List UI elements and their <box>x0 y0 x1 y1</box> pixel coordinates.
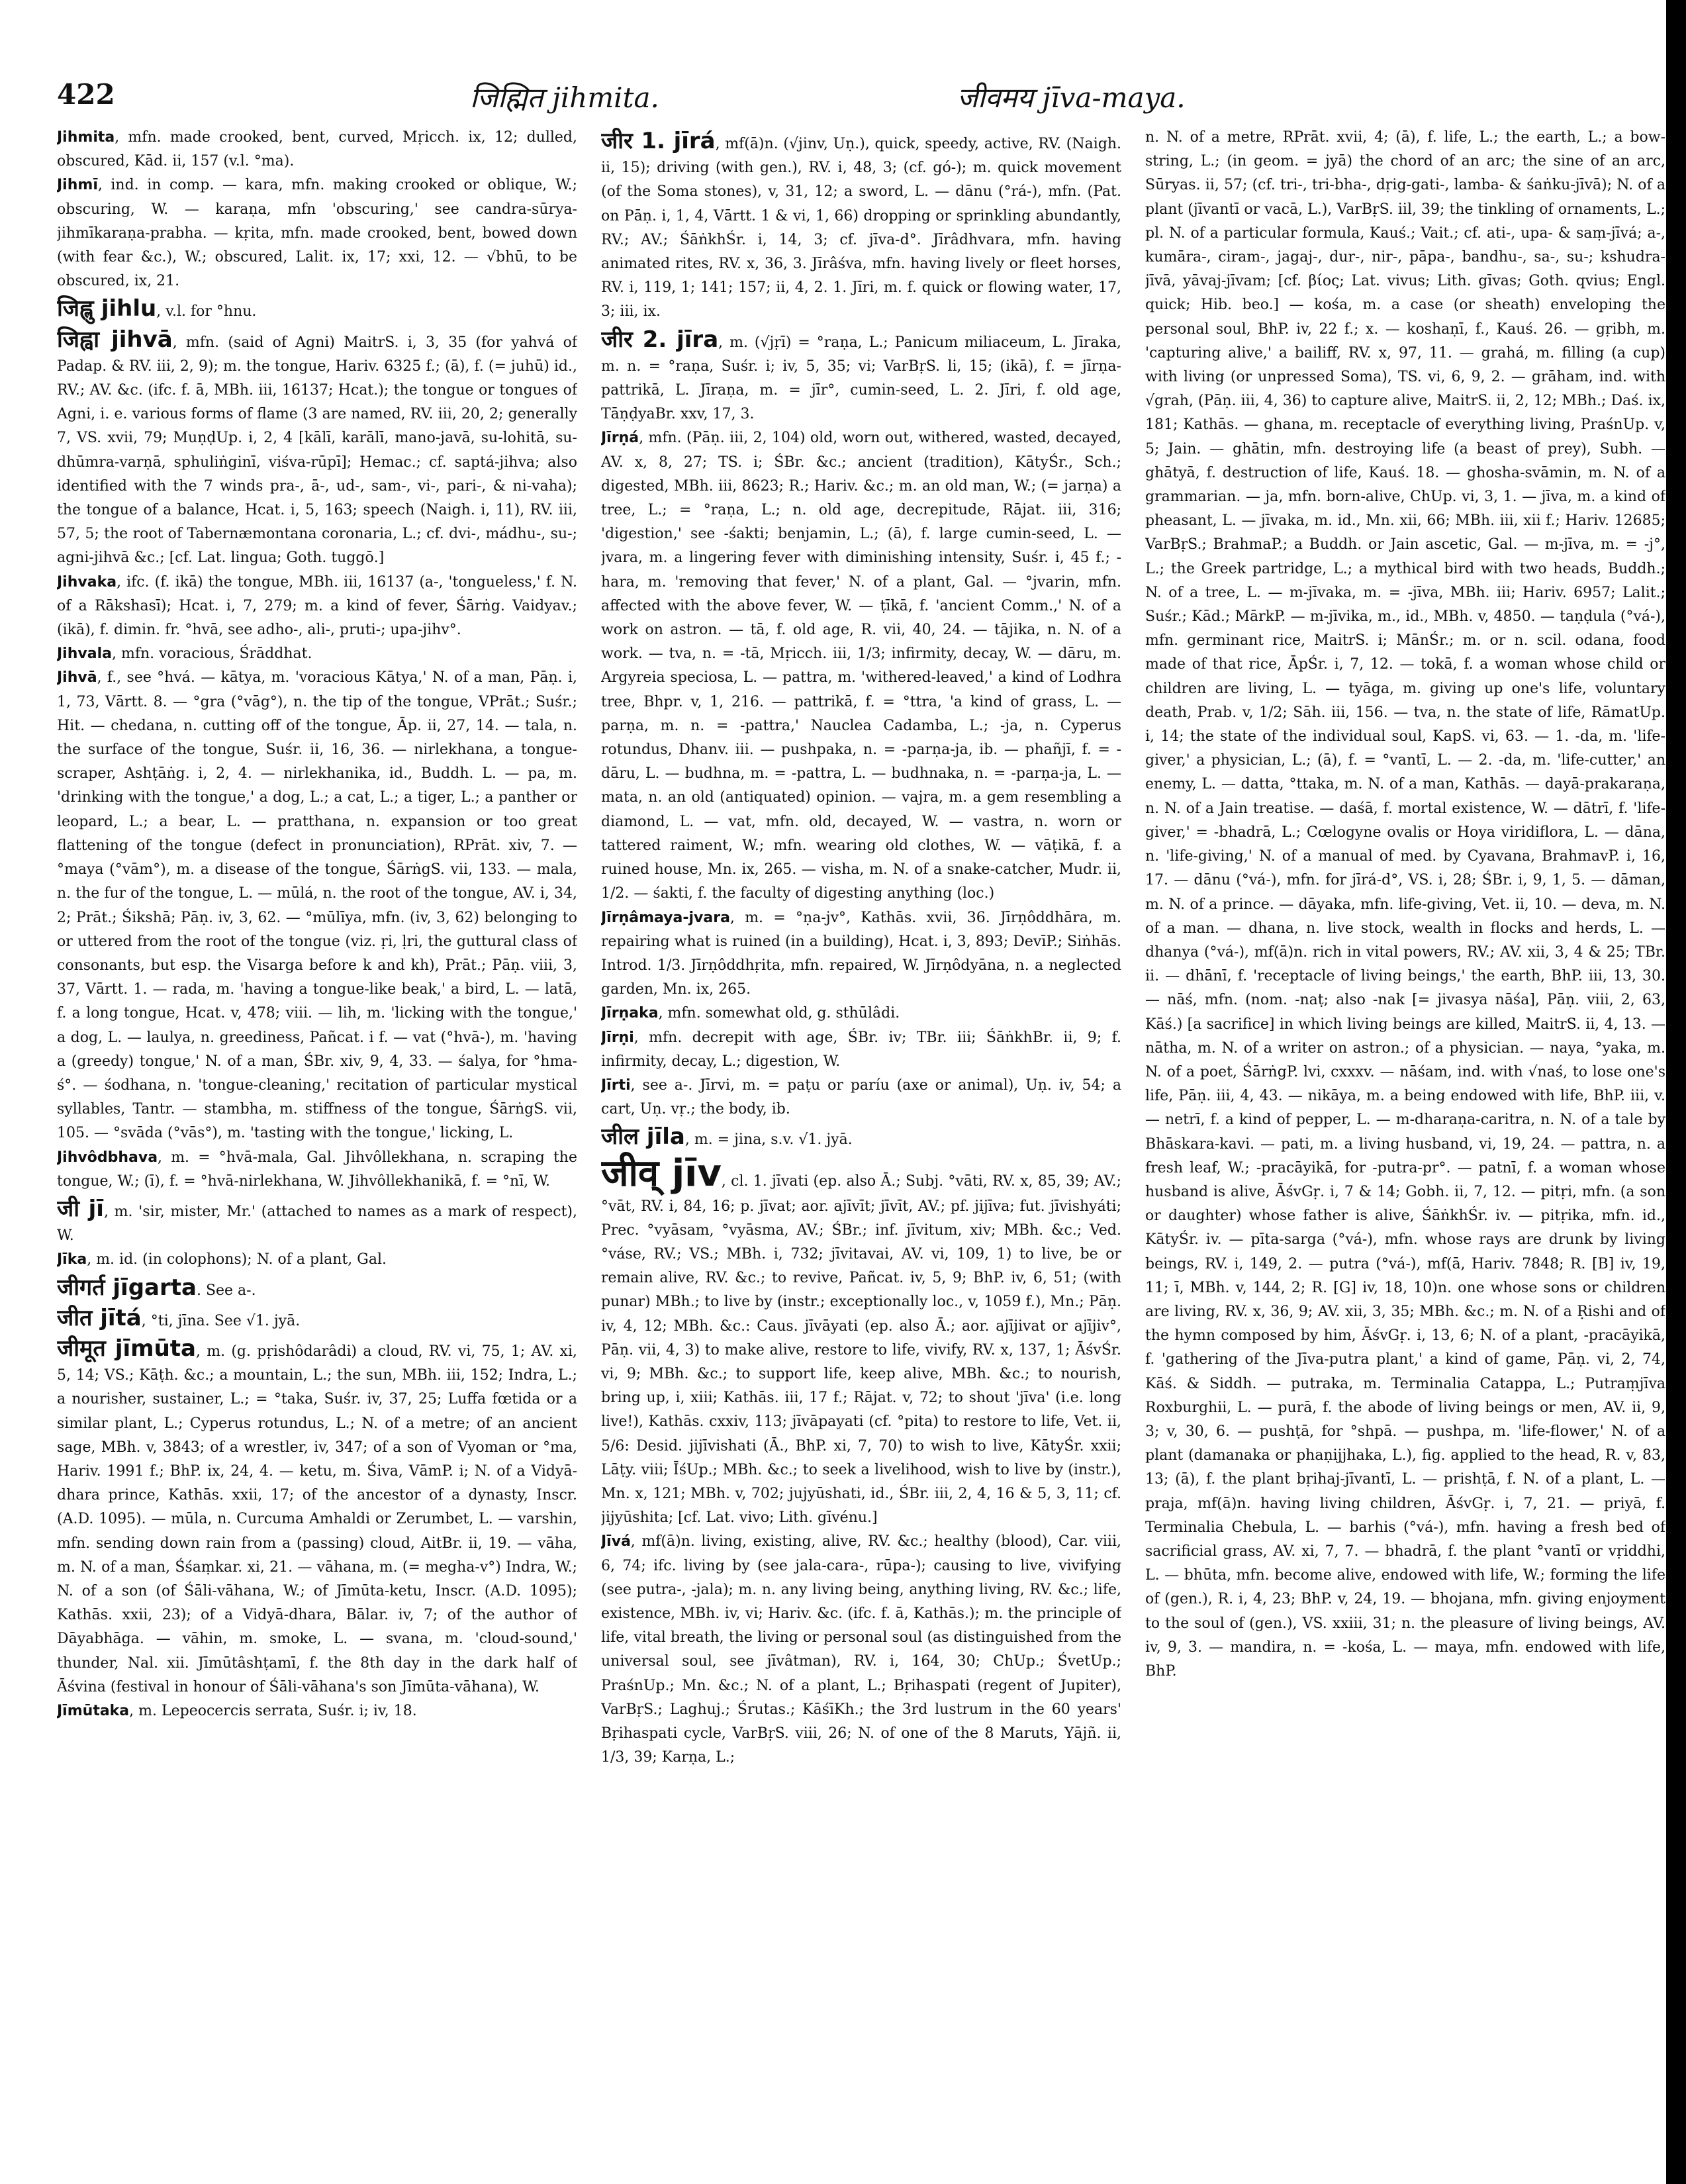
dictionary-entry <box>601 126 1121 324</box>
dictionary-entry <box>601 324 1121 427</box>
entry-headword: Jihvala <box>57 645 112 663</box>
dictionary-entry <box>57 1194 577 1248</box>
entry-text: , m. id. (in colophons); N. of a plant, Gal. <box>87 1251 387 1268</box>
entry-text: n. N. of a metre, RPrāt. xvii, 4; (ā), f. life, L.; the earth, L.; a bow-string, L.; (in geom. = jyā) the chord of an arc; the sine of an arc, Sūryas. ii, 57; (cf. tri-, tri-bha-, dṛig-gati-, lamba- & śaṅku-jīvā); N. of a plant (jīvantī or vacā, L.), VarBṛS. iil, 39; the tinkling of ornaments, L.; pl. N. of a particular formula, Kauś.; Vait.; cf. ati-, upa- & saṃ-jīvá; a-, kumāra-, ciram-, jagaj-, dur-, nir-, pāpa-, bandhu-, sa-, su-; kshudra-jīvā, yāvaj-jīvam; [cf. βίος; Lat. vivus; Lith. gīvas; Goth. qvius; Engl. quick; Hib. beo.] — kośa, m. a case (or sheath) enveloping the personal soul, BhP. iv, 22 f.; x. — koshaṇī, f., Kauś. 26. — gṛibh, m. 'capturing alive,' a bailiff, RV. x, 97, 11. — grahá, m. filling (a cup) with living (or unpressed Soma), TS. vi, 6, 9, 2. — grāham, ind. with √grah, (Pāṇ. iii, 4, 36) to capture alive, MaitrS. ii, 2, 12; MBh.; Daś. ix, 181; Kathās. — ghana, m. receptacle of everything living, PraśnUp. v, 5; Jain. — ghātin, mfn. destroying life (a beast of prey), Subh. — ghātyā, f. destruction of life, Kauś. 18. — ghosha-svāmin, m. N. of a grammarian. — ja, mfn. born-alive, ChUp. vi, 3, 1. — jīva, m. a kind of pheasant, L. — jīvaka, m. id., Mn. xii, 66; MBh. iii, xii f.; Hariv. 12685; VarBṛS.; BrahmaP.; a Buddh. or Jain ascetic, Gal. — m-jīva, m. = -j°, L.; the Greek partridge, L.; a mythical bird with two heads, Buddh.; N. of a tree, L. — m-jīvaka, m. = -jīva, MBh. iii; Hariv. 6957; Lalit.; Suśr.; Kād.; MārkP. — m-jīvika, m., id., MBh. v, 4850. — taṇḍula (°vá-), mfn. germinant rice, MaitrS. i; MānŚr.; m. or n. scil. odana, food made of that rice, ĀpŚr. i, 7, 12. — tokā, f. a woman whose child or children are living, L. — tyāga, m. giving up one's life, voluntary death, Prab. v, 1/2; Sāh. iii, 156. — tva, n. the state of life, RāmatUp. i, 14; the state of the individual soul, KapS. vi, 63. — 1. -da, m. 'life-giver,' a physician, L.; (ā), f. = °vantī, L. — 2. -da, m. 'life-cutter,' an enemy, L. — datta, °ttaka, m. N. of a man, Kathās. — dayā-prakaraṇa, n. N. of a Jain treatise. — daśā, f. mortal existence, W. — dātrī, f. 'life-giver,' = -bhadrā, L.; Cœlogyne ovalis or Hoya viridiflora, L. — dāna, n. 'life-giving,' N. of a manual of med. by Cyavana, BrahmavP. i, 16, 17. — dānu (°vá-), mfn. for jīrá-d°, VS. i, 28; ŚBr. i, 9, 1, 5. — dāman, m. N. of a prince. — dāyaka, mfn. life-giving, Vet. ii, 10. — deva, m. N. of a man. — dhana, n. live stock, wealth in flocks and herds, L. — dhanya (°vá-), mf(ā)n. rich in vital powers, RV.; AV. xii, 3, 4 & 25; TBr. ii. — dhānī, f. 'receptacle of living beings,' the earth, BhP. iii, 13, 30. — nāś, mfn. (nom. -naṭ; also -nak [= jivasya nāśa], Pāṇ. viii, 2, 63, Kāś.) [a sacrifice] in which living beings are killed, MaitrS. ii, 4, 13. — nātha, m. N. of a writer on astron.; of a physician. — naya, °yaka, m. N. of a poet, ŚārṅgP. lvi, cxxxv. — nāśam, ind. with √naś, to lose one's life, Pāṇ. iii, 4, 43. — nikāya, m. a being endowed with life, BhP. iii, v. — netrī, f. a kind of pepper, L. — m-dharaṇa-caritra, n. N. of a tale by Bhāskara-kavi. — pati, m. a living husband, vi, 19, 24. — pattra, n. a fresh leaf, W.; -pracāyikā, for -putra-pr°. — patnī, f. a woman whose husband is alive, ĀśvGṛ. i, 7 & 14; Gobh. ii, 7, 12. — pitṛi, mfn. (a son or daughter) whose father is alive, ŚāṅkhŚr. iv. — pitṛika, mfn. id., KātyŚr. iv. — pīta-sarga (°vá-), mfn. whose rays are drunk by living beings, RV. i, 149, 2. — putra (°vá-), mf(ā, Hariv. 7848; R. [B] iv, 19, 11; ī, MBh. v, 144, 2; R. [G] iv, 18, 10)n. one whose sons or children are living, RV. x, 36, 9; AV. xii, 3, 35; MBh. &c.; m. N. of a Ṛishi and of the hymn composed by him, ĀśvGṛ. i, 13, 6; N. of a plant, -pracāyikā, f. 'gathering of the Jīva-putra plant,' a kind of game, Pāṇ. vi, 2, 74, Kāś. & Siddh. — putraka, m. Terminalia Catappa, L.; Putraṃjīva Roxburghii, L. — purā, f. the abode of living beings or men, AV. ii, 9, 3; v, 30, 6. — pushṭā, for °shpā. — pushpa, m. 'life-flower,' N. of a plant (damanaka or phaṇijjhaka, L.), fig. applied to the head, R. v, 83, 13; (ā), f. the plant bṛihaj-jīvantī, L. — prishṭā, f. N. of a plant, L. — praja, mf(ā)n. having living children, ĀśvGṛ. i, 7, 21. — priyā, f. Terminalia Chebula, L. — barhis (°vá-), mfn. having a fresh bed of sacrificial grass, AV. xi, 7, 7. — bhadrā, f. the plant °vantī or vṛiddhi, L. — bhūta, mfn. become alive, endowed with life, W.; forming the life of (gen.), R. i, 4, 23; BhP. v, 24, 19. — bhojana, mfn. giving enjoyment to the soul of (gen.), VS. xxiii, 31; n. the pleasure of living beings, AV. iv, 9, 3. — mandira, n. = -kośa, L. — maya, mfn. endowed with life, BhP. <box>1145 129 1665 1680</box>
entry-text: , see a-. Jīrvi, m. = paṭu or paríu (axe or animal), Uṇ. iv, 54; a cart, Uṇ. vṛ.; the body, ib. <box>601 1076 1121 1118</box>
entry-headword: Jihvaka <box>57 573 117 591</box>
dictionary-entry <box>601 906 1121 1002</box>
entry-headword: Jīvá <box>601 1533 631 1550</box>
entry-text: , m. (g. pṛishôdarâdi) a cloud, RV. vi, 75, 1; AV. xi, 5, 14; VS.; Kāṭh. &c.; a mountain, L.; the sun, MBh. iii, 152; Indra, L.; a nourisher, sustainer, L.; = °taka, Suśr. iv, 37, 25; Luffa fœtida or a similar plant, L.; Cyperus rotundus, L.; N. of a metre; of an ancient sage, MBh. v, 3843; of a wrestler, iv, 347; of a son of Vyoman or °ma, Hariv. 1991 f.; BhP. ix, 24, 4. — ketu, m. Śiva, VāmP. i; N. of a Vidyā-dhara prince, Kathās. xxii, 17; of the ancestor of a dynasty, Inscr. (A.D. 1095). — mūla, n. Curcuma Amhaldi or Zerumbet, L. — varshin, mfn. sending down rain from a (passing) cloud, AitBr. ii, 19. — vāha, m. N. of a man, Śśaṃkar. xi, 21. — vāhana, m. (= megha-v°) Indra, W.; N. of a son (of Śāli-vāhana, W.; of Jīmūta-ketu, Inscr. (A.D. 1095); Kathās. xxii, 23); of a Vidyā-dhara, Bālar. iv, 7; of the author of Dāyabhāga. — vāhin, m. smoke, L. — svana, m. 'cloud-sound,' thunder, Nal. xii. Jīmūtâshṭamī, f. the 8th day in the dark half of Āśvina (festival in honour of Śāli-vāhana's son Jīmūta-vāhana), W. <box>57 1343 577 1695</box>
dictionary-entry <box>601 1026 1121 1074</box>
entry-text: . See a-. <box>196 1282 256 1299</box>
page-number: 422 <box>57 78 115 111</box>
entry-text: , m. = °ṇa-jv°, Kathās. xvii, 36. Jīrṇôddhāra, m. repairing what is ruined (in a building), Hcat. i, 3, 893; DevīP.; Siṅhās. Introd. 1/3. Jīrṇôddhṛita, mfn. repaired, W. Jīrṇôdyāna, n. a neglected garden, Mn. ix, 265. <box>601 909 1121 998</box>
entry-headword: Jīrti <box>601 1076 631 1094</box>
entry-headword: Jihmita <box>57 129 115 146</box>
running-head-right: जीवमय jīva-maya. <box>957 81 1186 114</box>
dictionary-entry <box>601 1002 1121 1025</box>
entry-text: , m. 'sir, mister, Mr.' (attached to names as a mark of respect), W. <box>57 1203 577 1245</box>
entry-text: , mfn. (said of Agni) MaitrS. i, 3, 35 (for yahvá of Padap. & RV. iii, 2, 9); m. the tongue, Hariv. 6325 f.; (ā), f. (= juhū) id., RV.; AV. &c. (ifc. f. ā, MBh. iii, 16137; Hcat.); the tongue or tongues of Agni, i. e. various forms of flame (3 are named, RV. iii, 20, 2; generally 7, VS. xvii, 79; MuṇḍUp. i, 2, 4 [kālī, karālī, mano-javā, su-lohitā, su-dhūmra-varṇā, sphuliṅginī, viśva-rūpī]; Hemac.; cf. saptá-jihva; also identified with the 7 winds pra-, ā-, ud-, sam-, vi-, pari-, & ni-vaha); the tongue of a balance, Hcat. i, 5, 163; speech (Naigh. i, 11), RV. iii, 57, 5; the root of Tabernæmontana coronaria, L.; cf. dvi-, mádhu-, su-; agni-jihvā &c.; [cf. Lat. lingua; Goth. tuggō.] <box>57 334 577 567</box>
entry-text: , mfn. made crooked, bent, curved, Mṛicch. ix, 12; dulled, obscured, Kād. ii, 157 (v.l. °ma). <box>57 129 577 170</box>
entry-text: , m. (√jṛī) = °raṇa, L.; Panicum miliaceum, L. Jīraka, m. n. = °raṇa, Suśr. i; iv, 5, 35; vi; VarBṛS. li, 15; (ikā), f. = jīrṇa-pattrikā, L. Jīraṇa, m. = jīr°, cumin-seed, L. 2. Jīri, f. old age, TāṇḍyaBr. xxv, 17, 3. <box>601 334 1121 423</box>
entry-text: , mfn. decrepit with age, ŚBr. iv; TBr. iii; ŚāṅkhBr. ii, 9; f. infirmity, decay, L.; digestion, W. <box>601 1029 1121 1070</box>
dictionary-entry <box>57 126 577 173</box>
entry-text: , v.l. for °hnu. <box>156 303 257 320</box>
entry-text: , cl. 1. jīvati (ep. also Ā.; Subj. °vāti, RV. x, 85, 39; AV.; °vāt, RV. i, 84, 16; p. jīvat; aor. ajīvīt; jīvīt, AV.; pf. jijīva; fut. jīvishyáti; Prec. °vyāsam, °vyāsma, AV.; ŚBr.; inf. jīvitum, xiv; MBh. &c.; Ved. °váse, RV.; VS.; MBh. i, 732; jīvitavai, AV. vi, 109, 1) to live, be or remain alive, RV. &c.; to revive, Pañcat. iv, 5, 9; BhP. iv, 6, 51; (with punar) MBh.; to live by (instr.; exceptionally loc., v, 1059 f.), Mn.; Pāṇ. iv, 4, 12; MBh. &c.: Caus. jīvāyati (ep. also Ā.; aor. ajījivat or ajījiv°, Pāṇ. vii, 4, 3) to make alive, restore to life, vivify, RV. x, 137, 1; ĀśvŚr. vi, 9; MBh. &c.; to support life, keep alive, MBh. &c.; to nourish, bring up, i, xiii; Kathās. iii, 17 f.; Rājat. v, 72; to shout 'jīva' (i.e. long live!), Kathās. cxxiv, 113; jīvāpayati (cf. °pita) to restore to life, Vet. ii, 5/6: Desid. jijīvishati (Ā., BhP. xi, 7, 70) to wish to live, KātyŚr. xxii; Lāṭy. viii; ĪśUp.; MBh. &c.; to seek a livelihood, wish to live by (instr.), Mn. x, 121; MBh. v, 702; jujyūshati, id., ŚBr. iii, 2, 4, 16 & 5, 3, 11; cf. jijyūshita; [cf. Lat. vivo; Lith. gīvénu.] <box>601 1172 1121 1527</box>
entry-text: , m. = °hvā-mala, Gal. Jihvôllekhana, n. scraping the tongue, W.; (ī), f. = °hvā-nirlekhana, W. Jihvôllekhanikā, f. = °nī, W. <box>57 1149 577 1190</box>
dictionary-entry <box>601 1074 1121 1121</box>
entry-headword: जीर 2. jīra <box>601 326 719 353</box>
entry-headword: जी jī <box>57 1195 104 1222</box>
entry-headword: Jihvôdbhava <box>57 1149 158 1166</box>
dictionary-entry <box>57 642 577 666</box>
dictionary-entry <box>57 173 577 293</box>
dictionary-entry <box>601 1530 1121 1770</box>
column-2 <box>601 126 1121 2165</box>
entry-text: , mfn. somewhat old, g. sthūlâdi. <box>658 1005 900 1022</box>
entry-text: , mfn. (Pāṇ. iii, 2, 104) old, worn out, withered, wasted, decayed, AV. x, 8, 27; TS. i; ŚBr. &c.; ancient (tradition), KātyŚr., Sch.; digested, MBh. iii, 8623; R.; Hariv. &c.; m. an old man, W.; (= jarṇa) a tree, L.; = °raṇa, L.; n. old age, decrepitude, Rājat. iii, 316; 'digestion,' see -śakti; benjamin, L.; (ā), f. large cumin-seed, L. — jvara, m. a lingering fever with diminishing intensity, Suśr. i, 45 f.; -hara, m. 'removing that fever,' N. of a plant, Gal. — °jvarin, mfn. affected with the above fever, W. — ṭīkā, f. 'ancient Comm.,' N. of a work on astron. — tā, f. old age, R. vii, 40, 24. — tājika, n. N. of a work. — tva, n. = -tā, Mṛicch. iii, 1/3; infirmity, decay, W. — dāru, m. Argyreia speciosa, L. — pattra, m. 'withered-leaved,' a kind of Lodhra tree, Bhpr. v, 1, 216. — pattrikā, f. = °ttra, 'a kind of grass, L. — parṇa, m. n. = -pattra,' Nauclea Cadamba, L.; -ja, n. Cyperus rotundus, Dhanv. iii. — pushpaka, n. = -parṇa-ja, ib. — phañjī, f. = -dāru, L. — budhna, m. = -pattra, L. — budhnaka, n. = -parṇa-ja, L. — mata, n. an old (antiquated) opinion. — vajra, m. a gem resembling a diamond, L. — vat, mfn. old, decayed, W. — vastra, n. worn or tattered raiment, W.; mfn. wearing old clothes, W. — vāṭikā, f. a ruined house, Mn. ix, 265. — visha, m. N. of a snake-catcher, Mudr. ii, 1/2. — śakti, f. the faculty of digesting anything (loc.) <box>601 430 1121 902</box>
dictionary-entry <box>601 426 1121 906</box>
entry-headword: Jihmī <box>57 177 98 194</box>
entry-headword: जीमूत jīmūta <box>57 1335 196 1362</box>
entry-headword: Jīrṇá <box>601 430 639 447</box>
dictionary-entry <box>57 1303 577 1333</box>
entry-headword: जीव् jīv <box>601 1151 722 1195</box>
entry-text: , mf(ā)n. (√jinv, Uṇ.), quick, speedy, active, RV. (Naigh. ii, 15); driving (with gen.), RV. i, 48, 3; (cf. gó-); m. quick movement (of the Soma stones), v, 31, 12; a sword, L. — dānu (°rá-), mfn. (Pat. on Pāṇ. i, 1, 4, Vārtt. 1 & vi, 1, 66) dropping or sprinkling abundantly, RV.; AV.; ŚāṅkhŚr. i, 14, 3; cf. jīva-d°. Jīrâdhvara, mfn. having animated rites, RV. x, 36, 3. Jīrâśva, mfn. having lively or fleet horses, RV. i, 119, 1; 141; 157; ii, 4, 2. 1. Jīri, m. f. quick or flowing water, 17, 3; iii, ix. <box>601 136 1121 320</box>
entry-headword: जिह्लु jihlu <box>57 295 157 322</box>
running-head-left: जिह्मित jihmita. <box>470 81 659 114</box>
page-edge-bar <box>1666 0 1686 2184</box>
entry-headword: जिह्वा jihvā <box>57 326 173 353</box>
entry-headword: Jihvā <box>57 669 97 687</box>
dictionary-entry <box>57 666 577 1145</box>
running-header <box>57 78 1686 118</box>
entry-text: , ind. in comp. — kara, mfn. making crooked or oblique, W.; obscuring, W. — karaṇa, mfn 'obscuring,' see candra-sūrya-jihmīkaraṇa-prabha. — kṛita, mfn. made crooked, bent, bowed down (with fear &c.), W.; obscured, Lalit. ix, 17; xxi, 12. — √bhū, to be obscured, ix, 21. <box>57 177 577 290</box>
entry-text: , mf(ā)n. living, existing, alive, RV. &c.; healthy (blood), Car. viii, 6, 74; ifc. living by (see jala-cara-, rūpa-); causing to live, vivifying (see putra-, -jala); m. n. any living being, anything living, RV. &c.; life, existence, MBh. iv, vi; Hariv. &c. (ifc. f. ā, Kathās.); m. the principle of life, vital breath, the living or personal soul (as distinguished from the universal soul, see jīvâtman), RV. i, 164, 30; ChUp.; ŚvetUp.; PraśnUp.; Mn. &c.; N. of a plant, L.; Bṛihaspati (regent of Jupiter), VarBṛS.; Laghuj.; Śrutas.; KāśīKh.; the 3rd lustrum in the 60 years' Bṛihaspati cycle, VarBṛS. viii, 26; N. of one of the 8 Maruts, Yājñ. ii, 1/3, 39; Karṇa, L.; <box>601 1533 1121 1766</box>
entry-headword: Jīmūtaka <box>57 1703 130 1719</box>
entry-headword: जीत jītá <box>57 1304 142 1331</box>
entry-headword: Jīka <box>57 1251 87 1268</box>
dictionary-entry <box>57 1272 577 1303</box>
dictionary-entry <box>601 1121 1121 1152</box>
entry-headword: जीर 1. jīrá <box>601 128 716 154</box>
column-1 <box>57 126 577 2165</box>
entry-text: , °ti, jīna. See √1. jyā. <box>141 1312 301 1329</box>
dictionary-entry <box>57 1146 577 1194</box>
entry-text: , m. = jina, s.v. √1. jyā. <box>684 1131 853 1149</box>
entry-headword: जीगर्त jīgarta <box>57 1274 197 1301</box>
entry-text: , f., see °hvá. — kātya, m. 'voracious Kātya,' N. of a man, Pāṇ. i, 1, 73, Vārtt. 8. — °gra (°vāg°), n. the tip of the tongue, VPrāt.; Suśr.; Hit. — chedana, n. cutting off of the tongue, Āp. ii, 27, 14. — tala, n. the surface of the tongue, Suśr. ii, 16, 36. — nirlekhana, a tongue-scraper, Ashṭāṅg. i, 2, 4. — nirlekhanika, id., Buddh. L. — pa, m. 'drinking with the tongue,' a dog, L.; a cat, L.; a tiger, L.; a panther or leopard, L.; a bear, L. — pratthana, n. expansion or too great flattening of the tongue (defect in pronunciation), RPrāt. xiv, 7. — °maya (°vām°), m. a disease of the tongue, ŚārṅgS. vii, 133. — mala, n. the fur of the tongue, L. — mūlá, n. the root of the tongue, AV. i, 34, 2; Prāt.; Śikshā; Pāṇ. iv, 3, 62. — °mūlīya, mfn. (iv, 3, 62) belonging to or uttered from the root of the tongue (viz. ṛi, ḷri, the guttural class of consonants, but esp. the Visarga before k and kh), Prāt.; Pāṇ. viii, 3, 37, Vārtt. 1. — rada, m. 'having a tongue-like beak,' a bird, L. — latā, f. a long tongue, Hcat. v, 478; viii. — lih, m. 'licking with the tongue,' a dog, L. — laulya, n. greediness, Pañcat. i f. — vat (°hvā-), m. 'having a (greedy) tongue,' N. of a man, ŚBr. xiv, 9, 4, 33. — śalya, for °hma-ś°. — śodhana, n. 'tongue-cleaning,' recitation of particular mystical syllables, Tantr. — stambha, m. stiffness of the tongue, ŚārṅgS. vii, 105. — °svāda (°vās°), m. 'tasting with the tongue,' licking, L. <box>57 669 577 1142</box>
dictionary-entry <box>57 324 577 571</box>
entry-text: , m. Lepeocercis serrata, Suśr. i; iv, 18. <box>129 1703 417 1719</box>
entry-headword: Jīrṇaka <box>601 1005 659 1022</box>
dictionary-entry <box>57 1248 577 1272</box>
dictionary-entry <box>57 293 577 324</box>
entry-text: , ifc. (f. ikā) the tongue, MBh. iii, 16137 (a-, 'tongueless,' f. N. of a Rākshasī); Hcat. i, 7, 279; m. a kind of fever, Śārṅg. Vaidyav.; (ikā), f. dimin. fr. °hvā, see adho-, ali-, pruti-; upa-jihv°. <box>57 573 577 639</box>
entry-headword: Jīrṇi <box>601 1029 634 1046</box>
dictionary-columns <box>57 126 1665 2165</box>
dictionary-entry <box>601 1153 1121 1531</box>
entry-text: , mfn. voracious, Śrāddhat. <box>111 645 312 663</box>
entry-headword: Jīrṇâmaya-jvara <box>601 909 730 926</box>
dictionary-entry <box>57 1699 577 1723</box>
column-3 <box>1145 126 1665 2165</box>
entry-headword: जील jīla <box>601 1123 685 1151</box>
dictionary-entry <box>57 571 577 643</box>
dictionary-entry <box>57 1333 577 1699</box>
dictionary-entry <box>1145 126 1665 1684</box>
